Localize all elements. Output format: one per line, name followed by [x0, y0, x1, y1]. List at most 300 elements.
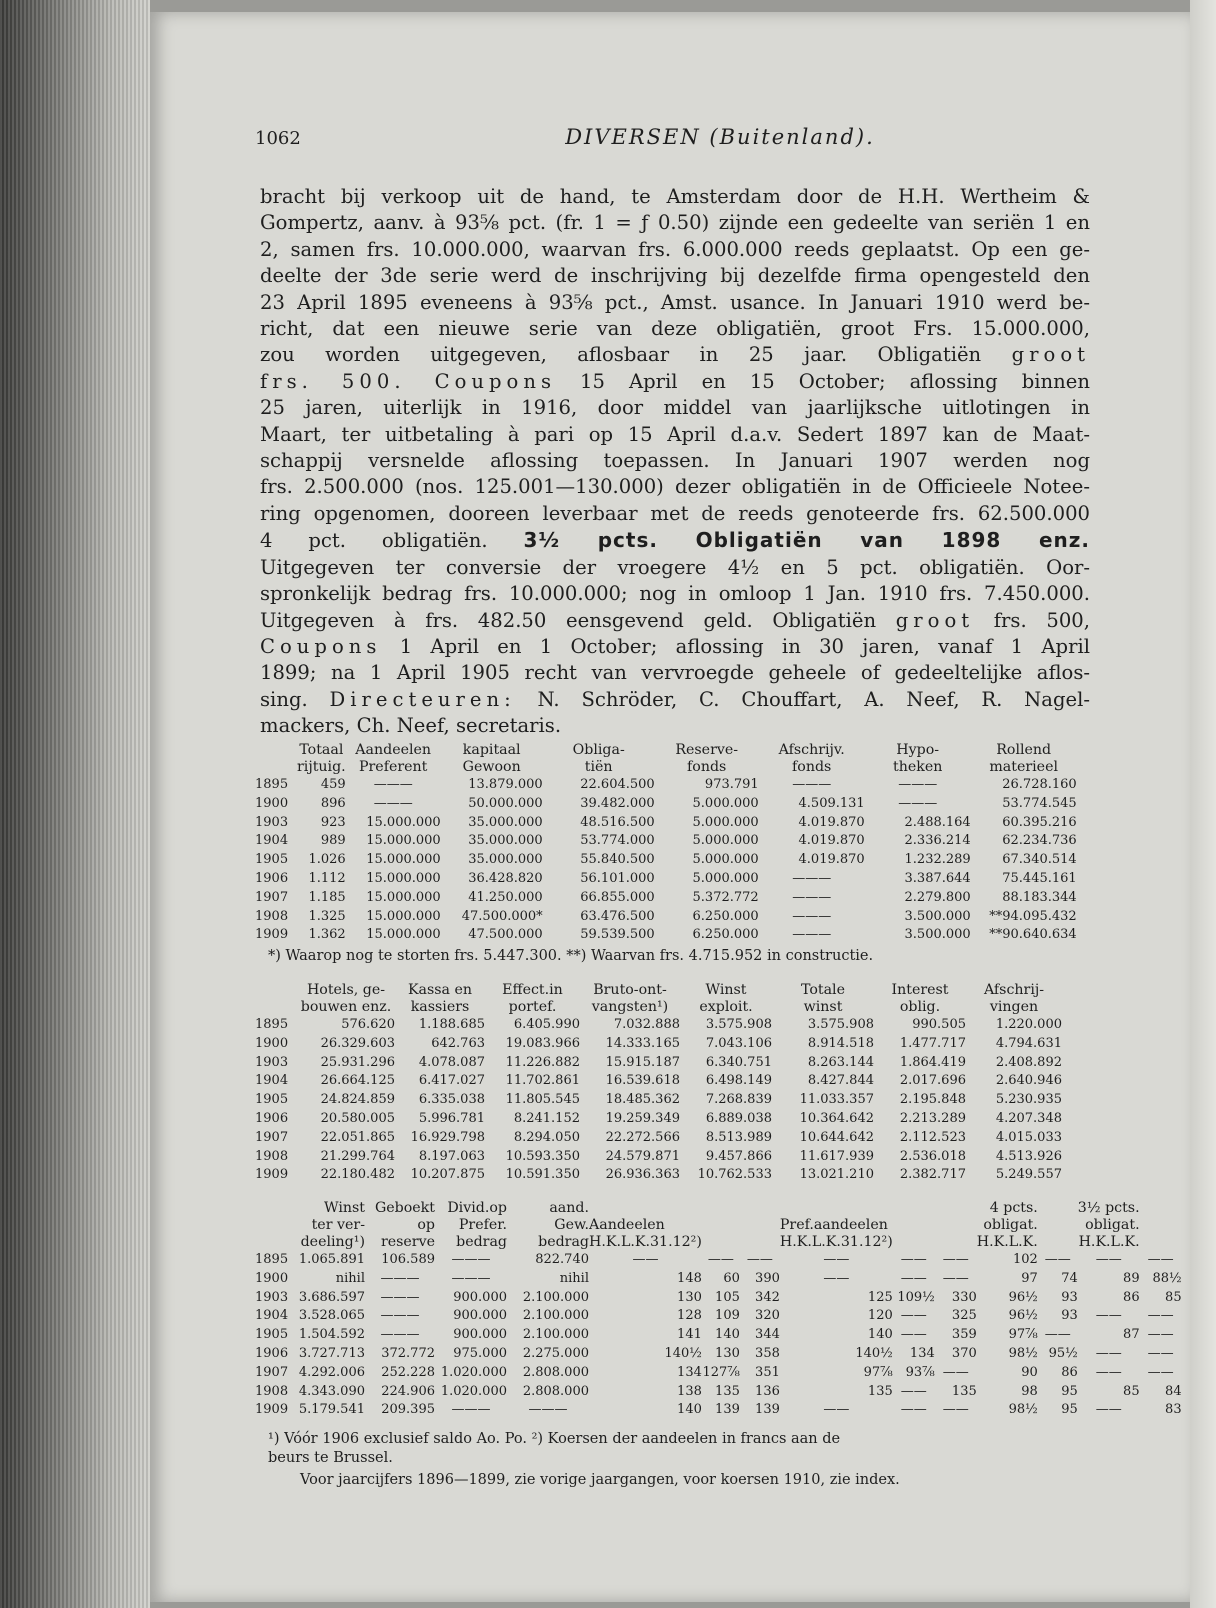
table-cell: 134 [677, 1364, 702, 1380]
text-run: 1 April en 1 October; aflossing in 30 jaren, vanaf 1 April [381, 634, 1090, 658]
text-run: schappij versnelde aflossing toepassen. In Januari 1907 werden nog [260, 449, 1090, 473]
column-header [589, 1200, 702, 1217]
table-cell: 139 [715, 1402, 740, 1418]
table-row [255, 908, 1077, 927]
column-header: fonds [687, 759, 727, 775]
spaced-term: Directeuren: [329, 687, 516, 711]
table-cell: 4.078.087 [418, 1054, 485, 1070]
page-edge [1190, 0, 1216, 1608]
table-cell: 5.000.000 [692, 833, 759, 849]
table-cell: 4.513.926 [995, 1148, 1062, 1164]
column-header [255, 742, 297, 759]
text-line [260, 263, 1090, 289]
column-header: H.K.L.K. [976, 1234, 1038, 1250]
table-cell: 1.065.891 [298, 1252, 365, 1267]
table-cell: ——— [898, 777, 938, 792]
column-header [255, 1217, 297, 1234]
table-cell: 330 [951, 1289, 977, 1305]
table-cell: 2.100.000 [522, 1327, 589, 1343]
table-dividends [255, 1200, 1182, 1420]
table-cell: 26.664.125 [320, 1073, 395, 1089]
table-cell: 14.333.165 [605, 1035, 680, 1051]
table-cell: 84 [1165, 1383, 1182, 1399]
table-cell: 136 [755, 1383, 780, 1399]
table-cell: 15.000.000 [366, 870, 441, 886]
year-cell: 1905 [255, 852, 289, 868]
table-cell: ——— [898, 795, 938, 811]
column-header: bedrag [456, 1234, 507, 1250]
column-header: 4 pcts. [989, 1200, 1038, 1216]
table-cell: 5.000.000 [692, 814, 759, 830]
table-cell: 13.879.000 [468, 777, 543, 792]
table-cell: 74 [1061, 1270, 1078, 1286]
table-row [255, 776, 1077, 795]
running-title: DIVERSEN (Buitenland). [565, 125, 875, 149]
table-cell: —— [900, 1308, 927, 1324]
table-cell: 66.855.000 [580, 889, 655, 905]
table-row [255, 1148, 1062, 1167]
year-cell: 1905 [255, 1092, 289, 1108]
column-header: H.K.L.K.31.12²) [589, 1234, 702, 1250]
column-header [255, 982, 297, 999]
column-header [740, 1217, 780, 1234]
table-cell: 900.000 [453, 1289, 507, 1305]
table-cell: **90.640.634 [989, 927, 1077, 943]
column-header: Effect.in [502, 982, 563, 998]
table-cell: 67.340.514 [1002, 852, 1077, 868]
table-cell: 140½ [855, 1345, 893, 1361]
spaced-term: groot [895, 608, 975, 632]
column-header: H.K.L.K.31.12²) [779, 1234, 893, 1250]
column-header [740, 1200, 780, 1217]
table-cell: 372.772 [381, 1345, 435, 1361]
table-cell: 342 [755, 1289, 780, 1305]
text-line [260, 501, 1090, 527]
table-cell: 47.500.000 [468, 927, 543, 943]
table-cell: 5.000.000 [692, 852, 759, 868]
table-cell: 86 [1061, 1364, 1078, 1380]
text-line [260, 316, 1090, 342]
table-cell: 98 [1021, 1383, 1038, 1399]
table-row [255, 1383, 1182, 1402]
book-spine [0, 0, 150, 1608]
column-header: theken [893, 759, 943, 775]
year-cell: 1904 [255, 833, 289, 849]
table-row [255, 1091, 1062, 1110]
column-header [702, 1217, 740, 1234]
book-page [150, 12, 1190, 1602]
table-cell: 459 [320, 777, 346, 792]
column-header [1140, 1234, 1182, 1251]
table-cell: 6.335.038 [418, 1092, 485, 1108]
table-capital-footnote: *) Waarop nog te storten frs. 5.447.300. **) Waarvan frs. 4.715.952 in constructie. [268, 948, 874, 964]
table-cell: 6.405.990 [513, 1017, 580, 1032]
table-cell: 55.840.500 [580, 852, 655, 868]
table-cell: 15.000.000 [366, 927, 441, 943]
text-line [260, 634, 1090, 660]
year-cell: 1895 [255, 777, 289, 792]
column-header: materieel [989, 759, 1059, 775]
text-run: bracht bij verkoop uit de hand, te Amsterdam door de H.H. Wertheim & [260, 185, 1090, 208]
table-cell: 5.000.000 [692, 795, 759, 811]
table-cell: 5.372.772 [692, 889, 759, 905]
column-header: rijtuig. [297, 759, 346, 775]
table-cell: 62.234.736 [1002, 833, 1077, 849]
table-row [255, 795, 1077, 814]
body-text [260, 184, 1090, 740]
table-cell: 11.702.861 [505, 1073, 580, 1089]
table-cell: 6.889.038 [705, 1110, 772, 1126]
table-cell: —— [823, 1270, 850, 1286]
year-cell: 1907 [255, 1364, 289, 1380]
table-cell: 8.197.063 [418, 1148, 485, 1164]
column-header: H.K.L.K. [1078, 1234, 1140, 1250]
table-cell: 13.021.210 [799, 1167, 874, 1183]
table-cell: 822.740 [535, 1252, 589, 1267]
table-cell: 83 [1165, 1402, 1182, 1418]
text-line [260, 474, 1090, 500]
year-cell: 1895 [255, 1017, 289, 1032]
year-cell: 1904 [255, 1073, 289, 1089]
section-heading: 3½ pcts. Obligatiën van 1898 enz. [523, 528, 1090, 553]
table-cell: 224.906 [381, 1383, 435, 1399]
table-cell: 8.241.152 [513, 1110, 580, 1126]
table-cell: 22.180.482 [320, 1167, 395, 1183]
table-cell: 900.000 [453, 1327, 507, 1343]
text-line [260, 210, 1090, 236]
table-cell: 24.579.871 [605, 1148, 680, 1164]
table-cell: 6.340.751 [705, 1054, 772, 1070]
table-cell: 1.020.000 [440, 1383, 507, 1399]
column-header [893, 1200, 935, 1217]
text-line [260, 608, 1090, 634]
text-line [260, 527, 1090, 554]
table-cell: 7.268.839 [705, 1092, 772, 1108]
text-run: 15 April en 15 October; aflossing binnen [556, 369, 1090, 393]
text-run: Gompertz, aanv. à 93⅝ pct. (fr. 1 = ƒ 0.50) zijnde een gedeelte van seriën 1 en [260, 211, 1090, 235]
table-cell: 11.805.545 [505, 1092, 580, 1108]
table-cell: —— [942, 1270, 969, 1286]
table-cell: 896 [320, 795, 346, 811]
table-cell: 3.500.000 [904, 908, 971, 924]
year-cell: 1900 [255, 1035, 289, 1051]
column-header [1140, 1217, 1182, 1234]
table-cell: 4.015.033 [995, 1129, 1062, 1145]
table-cell: 1.477.717 [899, 1035, 966, 1051]
table-cell: 2.017.696 [899, 1073, 966, 1089]
column-header: Afschrijv. [778, 742, 845, 758]
page-number: 1062 [255, 128, 301, 149]
column-header: Preferent [358, 759, 428, 775]
table-cell: 39.482.000 [580, 795, 655, 811]
table-cell: 138 [677, 1383, 702, 1399]
table-cell: 1.020.000 [440, 1364, 507, 1380]
column-header: vangsten¹) [591, 999, 669, 1015]
table-cell: 93 [1061, 1308, 1078, 1324]
table-cell: —— [942, 1402, 969, 1418]
table-cell: **94.095.432 [989, 908, 1077, 924]
table-cell: 86 [1123, 1289, 1140, 1305]
table-cell: 15.000.000 [366, 908, 441, 924]
column-header: exploit. [699, 999, 753, 1015]
table-row [255, 889, 1077, 908]
table-cell: 26.728.160 [1002, 777, 1077, 792]
table-cell: 990.505 [912, 1017, 966, 1032]
table-cell: 5.000.000 [692, 870, 759, 886]
table-cell: 140 [677, 1402, 702, 1418]
table-cell: 5.179.541 [298, 1402, 365, 1418]
table-cell: ——— [373, 777, 413, 792]
table-cell: 35.000.000 [468, 833, 543, 849]
text-line [260, 395, 1090, 421]
table-row [255, 1345, 1182, 1364]
table-cell: 390 [755, 1270, 780, 1286]
year-cell: 1904 [255, 1308, 289, 1324]
text-run: frs. 500, [974, 608, 1090, 632]
table-cell: 6.498.149 [705, 1073, 772, 1089]
table-cell: 89 [1123, 1270, 1140, 1286]
table-cell: 2.195.848 [899, 1092, 966, 1108]
column-header: Hypo- [896, 742, 940, 758]
column-header: kapitaal [462, 742, 521, 758]
table-cell: 20.580.005 [320, 1110, 395, 1126]
table-cell: —— [1147, 1308, 1174, 1324]
table-cell: ——— [380, 1289, 420, 1305]
table-capital [255, 742, 1077, 945]
table-cell: 97 [1021, 1270, 1038, 1286]
table-cell: ——— [451, 1402, 491, 1418]
table-cell: —— [1095, 1308, 1122, 1324]
table-row [255, 1072, 1062, 1091]
table-row [255, 1129, 1062, 1148]
table-cell: 24.824.859 [320, 1092, 395, 1108]
table-cell: ——— [792, 777, 832, 792]
text-run: Maart, ter uitbetaling à pari op 15 April d.a.v. Sedert 1897 kan de Maat- [260, 422, 1090, 446]
table-cell: 10.762.533 [697, 1167, 772, 1183]
table-cell: 41.250.000 [468, 889, 543, 905]
table-cell: 4.509.131 [798, 795, 865, 811]
table-cell: 98½ [1008, 1345, 1038, 1361]
year-cell: 1908 [255, 1148, 289, 1164]
table-cell: 1.504.592 [298, 1327, 365, 1343]
table-cell: 26.329.603 [320, 1035, 395, 1051]
table-cell: 3.575.908 [807, 1017, 874, 1032]
footnote-3: Voor jaarcijfers 1896—1899, zie vorige jaargangen, voor koersen 1910, zie index. [300, 1472, 900, 1488]
table-cell: 989 [320, 833, 346, 849]
table-cell: 4.019.870 [798, 852, 865, 868]
spaced-term: groot [1011, 343, 1090, 367]
table-cell: 140 [715, 1327, 740, 1343]
table-cell: ——— [792, 889, 832, 905]
table-cell: —— [1147, 1252, 1174, 1267]
column-header: op [417, 1217, 435, 1233]
column-header [1038, 1200, 1078, 1217]
table-row [255, 832, 1077, 851]
table-cell: 25.931.296 [320, 1054, 395, 1070]
column-header [1038, 1234, 1078, 1251]
table-cell: —— [1095, 1345, 1122, 1361]
table-cell: 85 [1165, 1289, 1182, 1305]
table-cell: —— [1095, 1364, 1122, 1380]
table-cell: ——— [528, 1402, 568, 1418]
table-cell: 22.272.566 [605, 1129, 680, 1145]
column-header: Hotels, ge- [306, 982, 386, 998]
year-cell: 1906 [255, 870, 289, 886]
table-cell: —— [746, 1252, 773, 1267]
table-cell: 59.539.500 [580, 927, 655, 943]
table-cell: 2.408.892 [995, 1054, 1062, 1070]
table-cell: 5.249.557 [995, 1167, 1062, 1183]
column-header: Winst [705, 982, 747, 998]
text-line [260, 422, 1090, 448]
year-cell: 1903 [255, 1289, 289, 1305]
column-header: Interest [891, 982, 949, 998]
table-cell: 19.083.966 [505, 1035, 580, 1051]
column-header: fonds [792, 759, 832, 775]
table-cell: 4.292.006 [298, 1364, 365, 1380]
table-cell: —— [632, 1252, 659, 1267]
table-cell: 5.996.781 [418, 1110, 485, 1126]
text-run: 4 pct. obligatiën. [260, 529, 488, 553]
table-cell: 6.250.000 [692, 927, 759, 943]
table-cell: 95 [1061, 1402, 1078, 1418]
column-header [702, 1200, 740, 1217]
table-cell: —— [1147, 1345, 1174, 1361]
table-cell: 35.000.000 [468, 814, 543, 830]
table-cell: 36.428.820 [468, 870, 543, 886]
text-line [260, 184, 1090, 210]
table-cell: —— [1095, 1402, 1122, 1418]
text-line [260, 342, 1090, 368]
table-cell: nihil [559, 1270, 589, 1286]
table-cell: 370 [951, 1345, 977, 1361]
table-cell: 60.395.216 [1002, 814, 1077, 830]
table-cell: 7.032.888 [613, 1017, 680, 1032]
table-cell: 9.457.866 [705, 1148, 772, 1164]
table-cell: ——— [451, 1252, 491, 1267]
table-cell: —— [823, 1252, 850, 1267]
table-cell: —— [1147, 1364, 1174, 1380]
column-header: Winst [324, 1200, 365, 1216]
table-cell: 134 [909, 1345, 935, 1361]
text-run: richt, dat een nieuwe serie van deze obligatiën, groot Frs. 15.000.000, [260, 317, 1090, 341]
table-row [255, 1110, 1062, 1129]
table-cell: 975.000 [453, 1345, 507, 1361]
text-line [260, 290, 1090, 316]
column-header [1038, 1217, 1078, 1234]
year-cell: 1907 [255, 889, 289, 905]
year-cell: 1903 [255, 814, 289, 830]
table-cell: 22.604.500 [580, 777, 655, 792]
table-cell: —— [1044, 1252, 1071, 1267]
table-cell: 15.000.000 [366, 814, 441, 830]
text-run: frs. 2.500.000 (nos. 125.001—130.000) dezer obligatiën in de Officieele Notee- [260, 475, 1090, 499]
column-header: Gewoon [462, 759, 521, 775]
column-header [255, 1234, 297, 1251]
table-cell: 4.343.090 [298, 1383, 365, 1399]
table-cell: 2.336.214 [904, 833, 971, 849]
table-cell: 95½ [1048, 1345, 1078, 1361]
column-header: Rollend [996, 742, 1052, 758]
table-cell: 320 [755, 1308, 780, 1324]
table-cell: 130 [715, 1345, 740, 1361]
table-cell: 47.500.000* [461, 908, 543, 924]
year-cell: 1907 [255, 1129, 289, 1145]
year-cell: 1906 [255, 1110, 289, 1126]
table-cell: ——— [451, 1270, 491, 1286]
table-cell: —— [900, 1383, 927, 1399]
table-cell: 128 [677, 1308, 702, 1324]
table-cell: 21.299.764 [320, 1148, 395, 1164]
column-header: Geboekt [374, 1200, 435, 1216]
table-cell: ——— [792, 908, 832, 924]
text-line [260, 687, 1090, 713]
text-run: 2, samen frs. 10.000.000, waarvan frs. 6.000.000 reeds geplaatst. Op een ge- [260, 237, 1090, 261]
table-cell: 1.325 [308, 908, 346, 924]
table-cell: 130 [677, 1289, 702, 1305]
table-row [255, 851, 1077, 870]
column-header: deeling¹) [300, 1234, 365, 1250]
text-line [260, 448, 1090, 474]
table-row [255, 1326, 1182, 1345]
column-header: Gew. [554, 1217, 589, 1233]
table-cell: 1.362 [308, 927, 346, 943]
table-cell: 10.207.875 [410, 1167, 485, 1183]
table-cell: 2.488.164 [904, 814, 971, 830]
table-cell: 98½ [1008, 1402, 1038, 1418]
table-cell: 105 [715, 1289, 740, 1305]
column-header: portef. [508, 999, 557, 1015]
table-cell: 923 [320, 814, 346, 830]
text-run: mackers, Ch. Neef, secretaris. [260, 714, 562, 738]
table-cell: nihil [335, 1270, 365, 1286]
table-cell: 48.516.500 [580, 814, 655, 830]
table-cell: 576.620 [341, 1017, 395, 1032]
column-header: Kassa en [407, 982, 473, 998]
table-cell: ——— [792, 870, 832, 886]
column-header: bedrag [538, 1234, 589, 1250]
column-header [255, 1200, 297, 1217]
table-cell: 53.774.000 [580, 833, 655, 849]
table-cell: 97⅞ [1008, 1327, 1038, 1343]
column-header: Afschrij- [983, 982, 1045, 998]
table-cell: 4.207.348 [995, 1110, 1062, 1126]
table-cell: 10.593.350 [505, 1148, 580, 1164]
table-cell: 26.936.363 [605, 1167, 680, 1183]
table-cell: 18.485.362 [605, 1092, 680, 1108]
table-cell: 135 [867, 1383, 893, 1399]
column-header: Divid.op [447, 1200, 507, 1216]
table-cell: 102 [1012, 1252, 1038, 1267]
column-header [935, 1200, 977, 1217]
table-cell: —— [900, 1327, 927, 1343]
table-cell: 95 [1061, 1383, 1078, 1399]
year-cell: 1906 [255, 1345, 289, 1361]
table-row [255, 1289, 1182, 1308]
text-run: 25 jaren, uiterlijk in 1916, door middel van jaarlijksche uitlotingen in [260, 396, 1090, 420]
table-cell: —— [942, 1364, 969, 1380]
column-header [893, 1217, 935, 1234]
year-cell: 1900 [255, 1270, 289, 1286]
column-header [255, 759, 297, 776]
table-cell: 2.213.289 [899, 1110, 966, 1126]
table-cell: 96½ [1008, 1308, 1038, 1324]
table-cell: 2.536.018 [899, 1148, 966, 1164]
table-row [255, 1307, 1182, 1326]
table-cell: 88.183.344 [1002, 889, 1077, 905]
table-cell: —— [942, 1252, 969, 1267]
table-cell: ——— [380, 1270, 420, 1286]
